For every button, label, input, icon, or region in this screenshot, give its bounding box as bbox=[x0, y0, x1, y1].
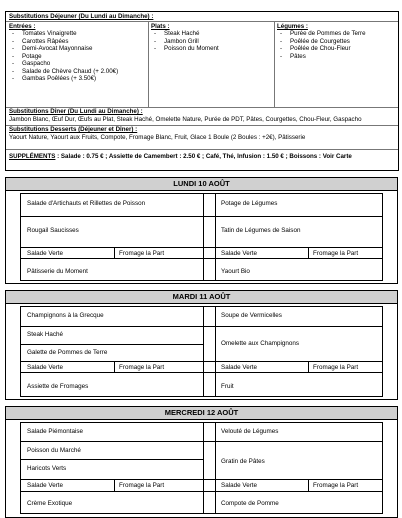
starter: Salade d'Artichauts et Rillettes de Poisson bbox=[27, 200, 146, 207]
main-dish: Poisson du Marché bbox=[27, 447, 81, 454]
day-title: LUNDI 10 AOÛT bbox=[6, 178, 397, 191]
list-item: - Purée de Pommes de Terre bbox=[277, 30, 397, 37]
entrees-heading: Entrées : bbox=[9, 23, 36, 30]
entrees-list bbox=[9, 30, 145, 82]
cheese: Fromage la Part bbox=[313, 364, 359, 371]
list-item: - Potage bbox=[9, 53, 145, 60]
cheese: Fromage la Part bbox=[119, 250, 165, 257]
cheese: Fromage la Part bbox=[119, 364, 165, 371]
dessert: Pâtisserie du Moment bbox=[27, 268, 88, 275]
side-dish: Haricots Verts bbox=[27, 465, 67, 472]
main-dish: Steak Haché bbox=[27, 331, 64, 338]
legumes-heading: Légumes : bbox=[277, 23, 308, 30]
dinner-substitutions-text: Jambon Blanc, Œuf Dur, Œufs au Plat, Steak Haché, Omelette Nature, Purée de PDT, Pâtes, Courgettes, Chou-Fleur, Gaspacho bbox=[9, 116, 362, 123]
salad: Salade Verte bbox=[221, 364, 258, 371]
list-item: - Poisson du Moment bbox=[151, 45, 271, 52]
starter: Salade Piémontaise bbox=[27, 428, 84, 435]
list-item: - Demi-Avocat Mayonnaise bbox=[9, 45, 145, 52]
dessert-substitutions-text: Yaourt Nature, Yaourt aux Fruits, Compote, Fromage Blanc, Fruit, Glace 1 Boule (2 Boules : +2€), Pâtisserie bbox=[9, 134, 306, 141]
dessert: Crème Exotique bbox=[27, 500, 73, 507]
cheese: Fromage la Part bbox=[313, 250, 359, 257]
salad: Salade Verte bbox=[27, 364, 64, 371]
day-monday bbox=[5, 177, 398, 284]
day-title: MARDI 11 AOÛT bbox=[6, 291, 397, 304]
list-item: - Salade de Chèvre Chaud (+ 2.00€) bbox=[9, 68, 145, 75]
starter: Champignons à la Grecque bbox=[27, 312, 104, 319]
supplements-label: SUPPLÉMENTS bbox=[9, 153, 56, 160]
menu-grid bbox=[20, 193, 383, 281]
side-dish: Galette de Pommes de Terre bbox=[27, 349, 108, 356]
day-title: MERCREDI 12 AOÛT bbox=[6, 407, 397, 420]
salad: Salade Verte bbox=[221, 250, 258, 257]
legumes-column bbox=[277, 23, 397, 60]
entrees-column bbox=[9, 23, 145, 83]
substitutions-box bbox=[5, 11, 399, 171]
dessert: Yaourt Bio bbox=[221, 268, 250, 275]
list-item: - Pâtes bbox=[277, 53, 397, 60]
list-item: - Tomates Vinaigrette bbox=[9, 30, 145, 37]
salad: Salade Verte bbox=[221, 482, 258, 489]
list-item: - Poêlée de Chou-Fleur bbox=[277, 45, 397, 52]
main-dish: Gratin de Pâtes bbox=[221, 458, 265, 465]
dessert: Compote de Pomme bbox=[221, 500, 279, 507]
menu-grid bbox=[20, 422, 383, 514]
cheese: Fromage la Part bbox=[313, 482, 359, 489]
plats-list bbox=[151, 30, 271, 52]
salad: Salade Verte bbox=[27, 250, 64, 257]
lunch-substitutions-title: Substitutions Déjeuner (Du Lundi au Dimanche) : bbox=[9, 13, 154, 20]
day-wednesday bbox=[5, 406, 398, 518]
plats-column bbox=[151, 23, 271, 53]
dessert-substitutions-title: Substitutions Desserts (Déjeuner et Dîner) : bbox=[9, 126, 138, 133]
main-dish: Omelette aux Champignons bbox=[221, 340, 300, 347]
starter: Soupe de Vermicelles bbox=[221, 312, 282, 319]
list-item: - Gaspacho bbox=[9, 60, 145, 67]
supplements-text: : Salade : 0.75 € ; Assiette de Camembert : 2.50 € ; Café, Thé, Infusion : 1.50 € ; Boissons : Voir Carte bbox=[55, 153, 352, 160]
supplements-line bbox=[9, 153, 352, 160]
dessert: Fruit bbox=[221, 383, 234, 390]
cheese: Fromage la Part bbox=[119, 482, 165, 489]
main-dish: Tatin de Légumes de Saison bbox=[221, 227, 301, 234]
list-item: - Carottes Râpées bbox=[9, 38, 145, 45]
starter: Velouté de Légumes bbox=[221, 428, 279, 435]
day-tuesday bbox=[5, 290, 398, 400]
plats-heading: Plats : bbox=[151, 23, 170, 30]
menu-grid bbox=[20, 306, 383, 397]
main-dish: Rougail Saucisses bbox=[27, 227, 79, 234]
list-item: - Poêlée de Courgettes bbox=[277, 38, 397, 45]
dessert: Assiette de Fromages bbox=[27, 383, 89, 390]
starter: Potage de Légumes bbox=[221, 200, 278, 207]
legumes-list bbox=[277, 30, 397, 60]
list-item: - Steak Haché bbox=[151, 30, 271, 37]
salad: Salade Verte bbox=[27, 482, 64, 489]
dinner-substitutions-title: Substitutions Dîner (Du Lundi au Dimanche) : bbox=[9, 108, 143, 115]
list-item: - Gambas Poêlées (+ 3.50€) bbox=[9, 75, 145, 82]
list-item: - Jambon Grill bbox=[151, 38, 271, 45]
